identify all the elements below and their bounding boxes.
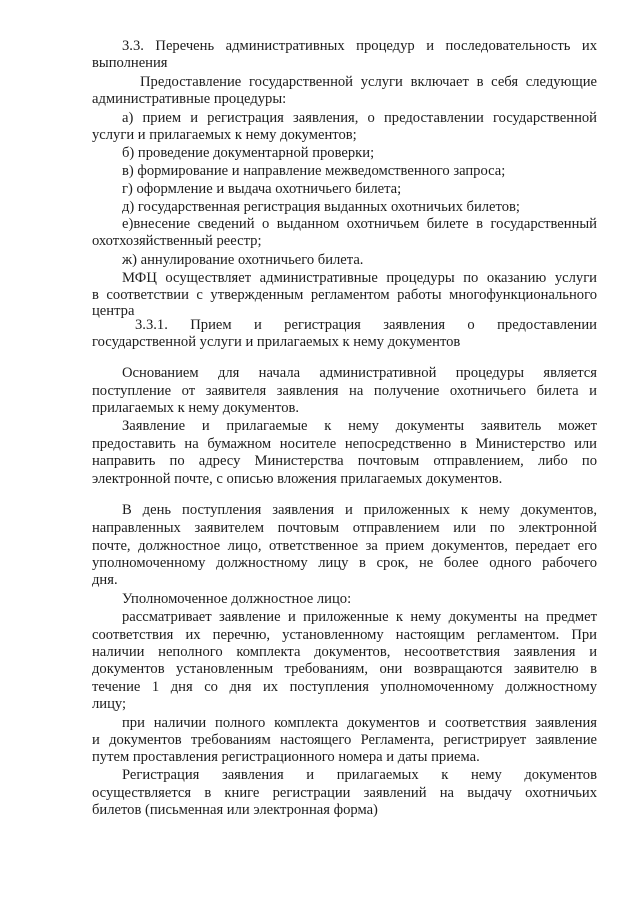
intro-paragraph: Предоставление государственной услуги включает в себя следующие: [140, 74, 597, 90]
review-paragraph-line3: наличии неполного комплекта документов, несоответствия заявления и: [92, 644, 597, 660]
receipt-day-paragraph-line2: направленных заявителем почтовым отправлением или по электронной: [92, 520, 597, 536]
review-paragraph-line2: соответствия их перечню, установленному настоящим регламентом. При: [92, 627, 597, 643]
procedure-item-b: б) проведение документарной проверки;: [122, 145, 375, 161]
receipt-day-paragraph-line4: уполномоченному должностному лицу в срок, не более одного рабочего: [92, 555, 597, 571]
procedure-item-e-continued: охотхозяйственный реестр;: [92, 233, 262, 249]
submission-paragraph-line3: направить по адресу Министерства почтовым отправлением, либо по: [92, 453, 597, 469]
mfc-paragraph: МФЦ осуществляет административные процедуры по оказанию услуги: [122, 270, 597, 286]
receipt-day-paragraph-line3: почте, должностное лицо, ответственное за прием документов, передает его: [92, 538, 597, 554]
complete-set-paragraph-line3: путем проставления регистрационного номера и даты приема.: [92, 749, 480, 765]
basis-paragraph: Основанием для начала административной процедуры является: [122, 365, 597, 381]
registration-paragraph-line2: осуществляется в книге регистрации заявлений на выдачу охотничьих: [92, 785, 597, 801]
procedure-item-a: а) прием и регистрация заявления, о предоставлении государственной: [122, 110, 597, 126]
registration-paragraph-line3: билетов (письменная или электронная форма): [92, 802, 378, 818]
submission-paragraph: Заявление и прилагаемые к нему документы заявитель может: [122, 418, 597, 434]
procedure-item-d: д) государственная регистрация выданных охотничьих билетов;: [122, 199, 520, 215]
registration-paragraph: Регистрация заявления и прилагаемых к нему документов: [122, 767, 597, 783]
receipt-day-paragraph-line5: дня.: [92, 572, 118, 588]
basis-paragraph-line2: поступление от заявителя заявления на получение охотничьего билета и: [92, 383, 597, 399]
submission-paragraph-line2: предоставить на бумажном носителе непосредственно в Министерство или: [92, 436, 597, 452]
procedure-item-e: е)внесение сведений о выданном охотничьем билете в государственный: [122, 216, 597, 232]
review-paragraph-line4: документов установленным требованиям, они возвращаются заявителю в: [92, 661, 597, 677]
section-heading-3-3: 3.3. Перечень административных процедур и последовательность их: [122, 38, 597, 54]
submission-paragraph-line4: электронной почте, с описью вложения прилагаемых документов.: [92, 471, 503, 487]
section-heading-3-3-1-continued: государственной услуги и прилагаемых к нему документов: [92, 334, 461, 350]
receipt-day-paragraph: В день поступления заявления и приложенных к нему документов,: [122, 502, 597, 518]
section-heading-3-3-1: 3.3.1. Прием и регистрация заявления о предоставлении: [135, 317, 597, 333]
review-paragraph-line6: лицу;: [92, 696, 127, 712]
review-paragraph-line5: течение 1 дня со дня их поступления уполномоченному должностному: [92, 679, 597, 695]
basis-paragraph-line3: прилагаемых к нему документов.: [92, 400, 300, 416]
authorized-official-heading: Уполномоченное должностное лицо:: [122, 591, 352, 607]
complete-set-paragraph: при наличии полного комплекта документов и соответствия заявления: [122, 715, 597, 731]
procedure-item-a-continued: услуги и прилагаемых к нему документов;: [92, 127, 357, 143]
intro-paragraph-continued: административные процедуры:: [92, 91, 287, 107]
mfc-paragraph-line3: центра: [92, 303, 135, 319]
procedure-item-zh: ж) аннулирование охотничьего билета.: [122, 252, 364, 268]
section-heading-3-3-continued: выполнения: [92, 55, 168, 71]
complete-set-paragraph-line2: и документов требованиям настоящего Регламента, регистрирует заявление: [92, 732, 597, 748]
mfc-paragraph-line2: в соответствии с утвержденным регламентом работы многофункционального: [92, 287, 597, 303]
procedure-item-v: в) формирование и направление межведомственного запроса;: [122, 163, 506, 179]
review-paragraph: рассматривает заявление и приложенные к нему документы на предмет: [122, 609, 597, 625]
procedure-item-g: г) оформление и выдача охотничьего билета;: [122, 181, 402, 197]
